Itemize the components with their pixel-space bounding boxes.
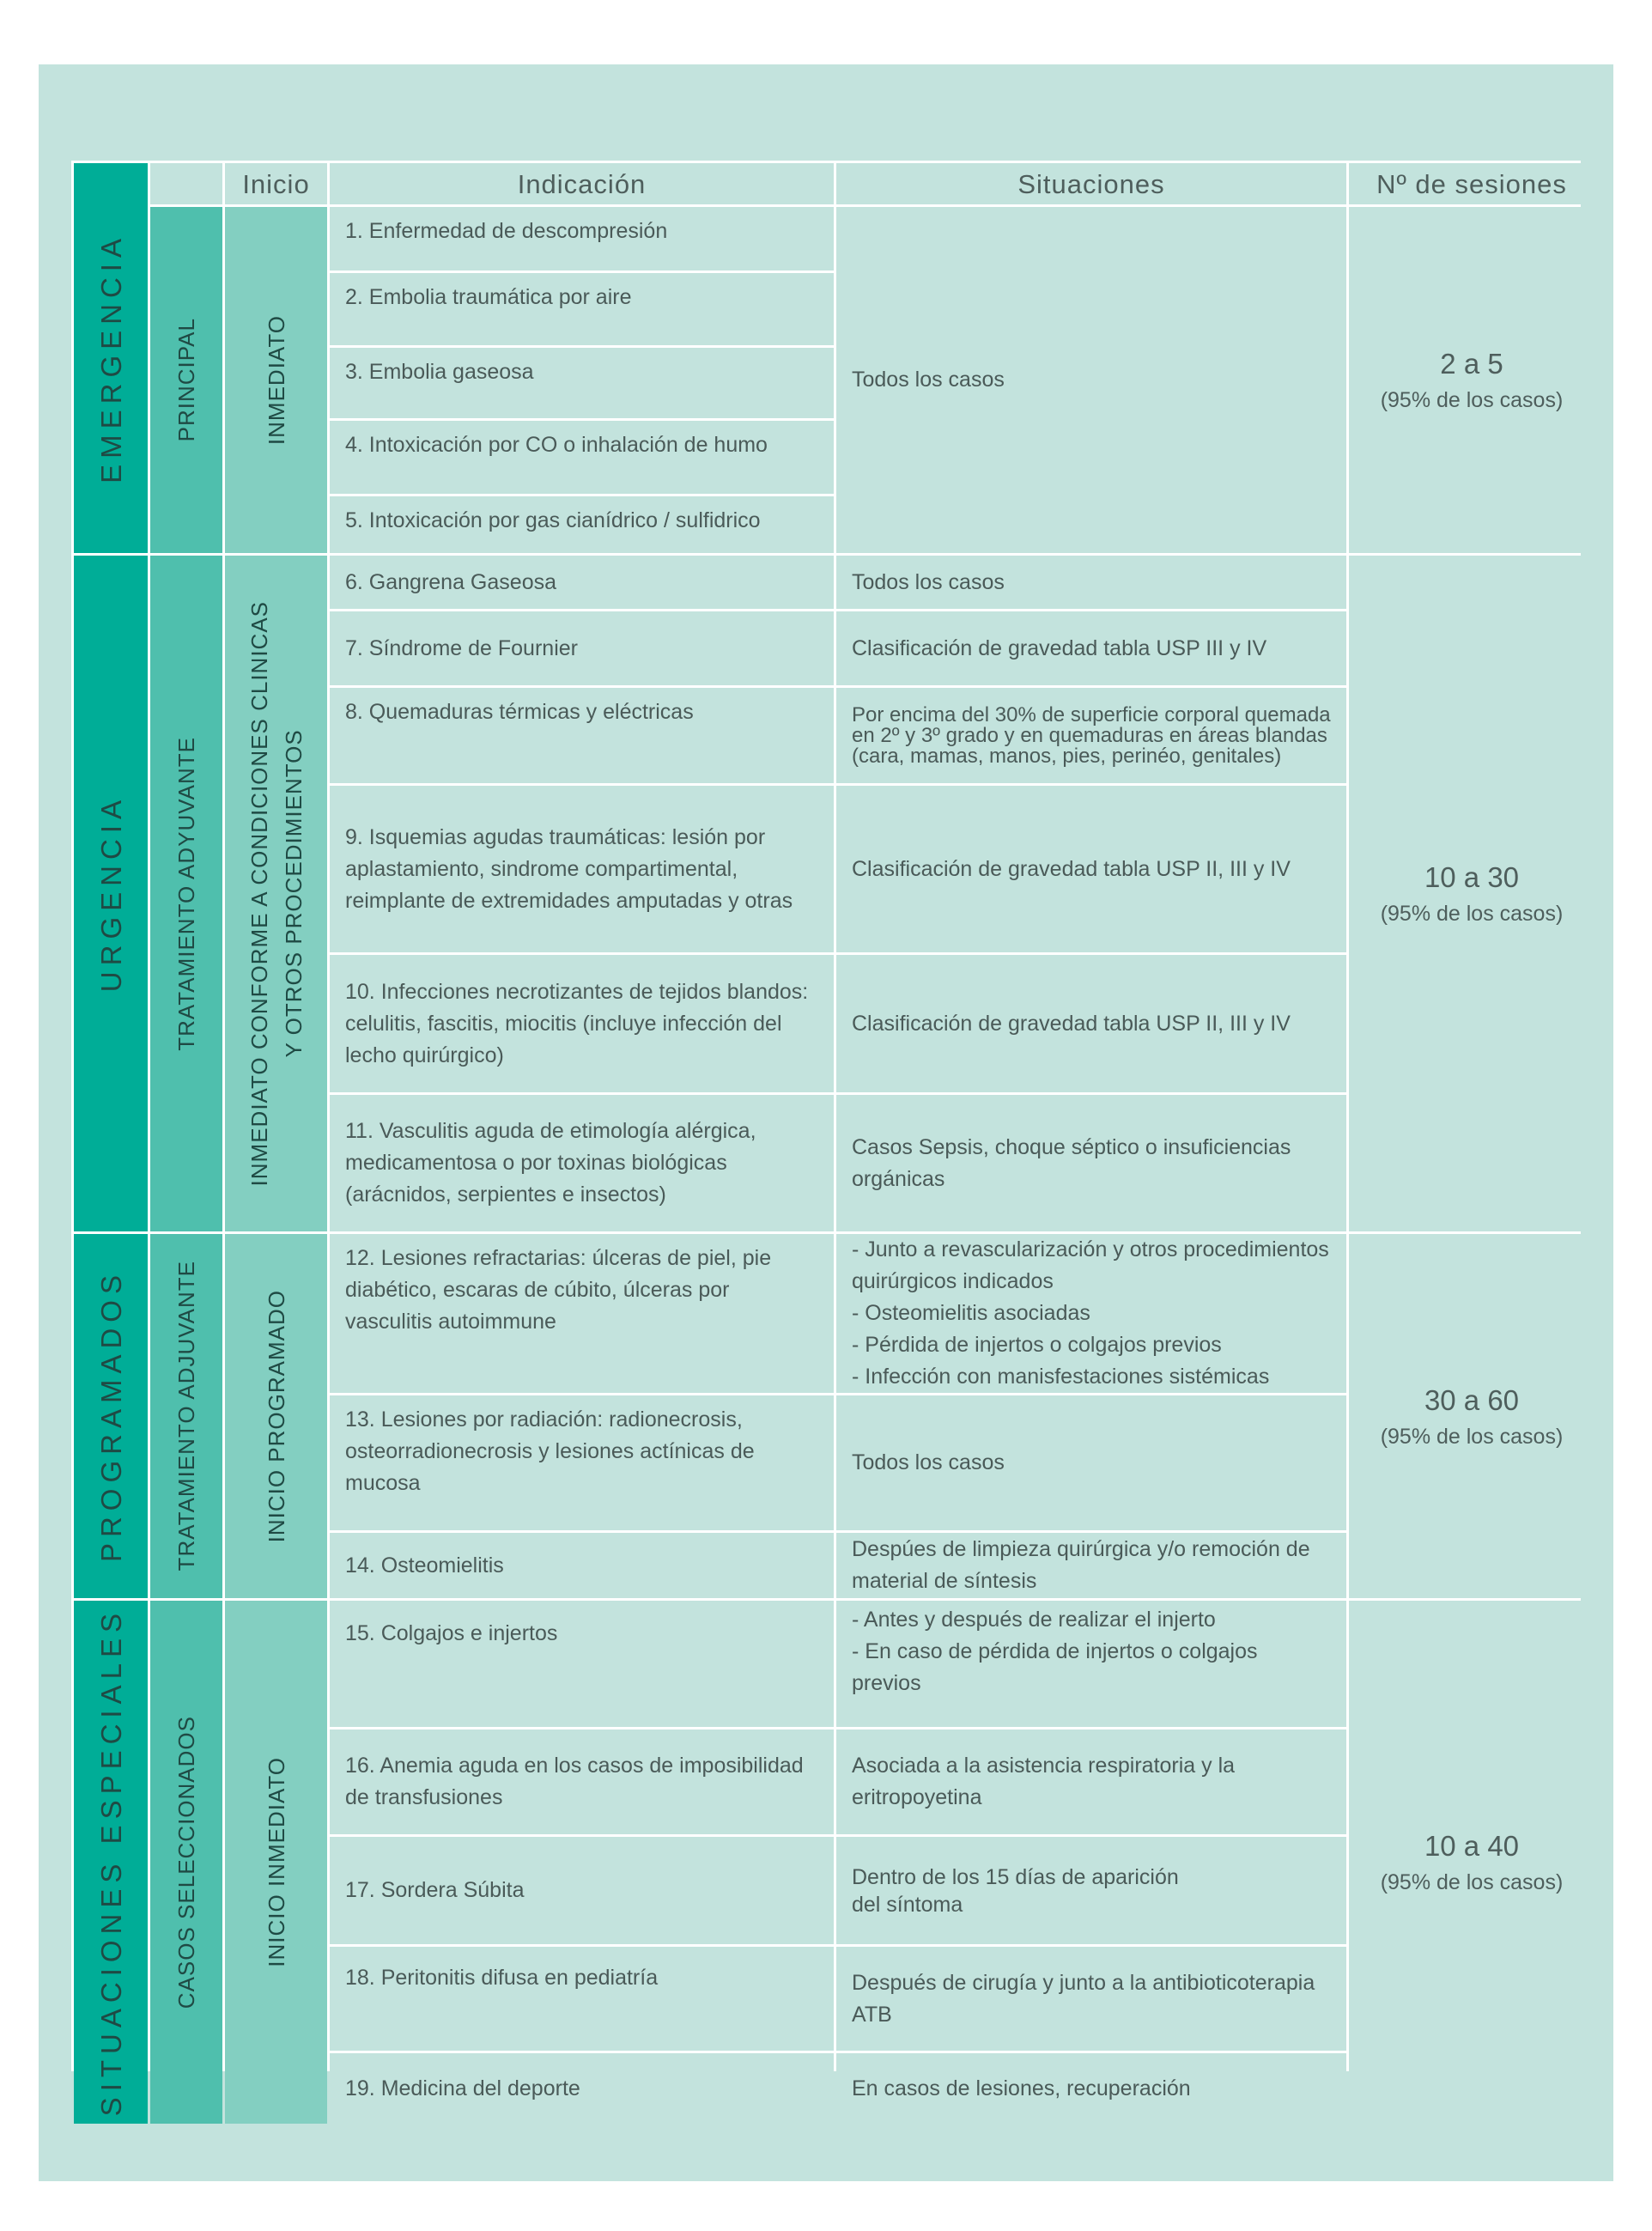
situation-line: - Osteomielitis asociadas: [852, 1301, 1090, 1325]
type-tratamiento-adyuvante: [150, 556, 222, 1231]
sessions-emergencia: [1349, 207, 1594, 553]
situation-line: Dentro de los 15 días de aparición: [852, 1864, 1179, 1889]
start-label-line2: Y OTROS PROCEDIMIENTOS: [280, 729, 307, 1058]
situation-19: En casos de lesiones, recuperación: [836, 2053, 1346, 2124]
situation-line: del síntoma: [852, 1892, 963, 1917]
category-label: PROGRAMADOS: [94, 1269, 127, 1563]
situation-15: [836, 1601, 1346, 1727]
category-label: URGENCIA: [94, 794, 127, 993]
header-sesiones: Nº de sesiones: [1349, 163, 1594, 204]
start-inicio-inmediato: [225, 1601, 327, 2124]
situation-line: - En caso de pérdida de injertos o colgajos previos: [852, 1639, 1258, 1695]
indication-6: 6. Gangrena Gaseosa: [330, 556, 834, 609]
situation-line: - Antes y después de realizar el injerto: [852, 1608, 1216, 1632]
indication-16: 16. Anemia aguda en los casos de imposibilidad de transfusiones: [330, 1729, 834, 1834]
situation-line: - Infección con manisfestaciones sistémicas: [852, 1365, 1270, 1389]
situation-line: - Junto a revascularización y otros procedimientos quirúrgicos indicados: [852, 1237, 1329, 1293]
indication-12: 12. Lesiones refractarias: úlceras de piel, pie diabético, escaras de cúbito, úlceras por vasculitis autoimmune: [330, 1234, 834, 1393]
indication-8: 8. Quemaduras térmicas y eléctricas: [330, 688, 834, 783]
start-label: INICIO PROGRAMADO: [263, 1289, 289, 1543]
category-programados: [74, 1234, 148, 1598]
sessions-programados: [1349, 1234, 1594, 1598]
header-indicacion: Indicación: [330, 163, 834, 204]
category-emergencia: [74, 163, 148, 553]
sessions-value: 10 a 40: [1424, 1830, 1520, 1862]
indication-5: 5. Intoxicación por gas cianídrico / sulfidrico: [330, 496, 834, 553]
header-inicio: Inicio: [225, 163, 327, 204]
situation-16: Asociada a la asistencia respiratoria y la eritropoyetina: [836, 1729, 1346, 1834]
situation-7: Clasificación de gravedad tabla USP III y IV: [836, 611, 1346, 685]
start-label: [242, 601, 311, 1186]
indication-19: 19. Medicina del deporte: [330, 2053, 834, 2124]
sessions-note: (95% de los casos): [1380, 1424, 1564, 1449]
situation-6: Todos los casos: [836, 556, 1346, 609]
type-label: PRINCIPAL: [173, 318, 199, 442]
type-principal: [150, 207, 222, 553]
category-urgencia: [74, 556, 148, 1231]
header-situaciones: Situaciones: [836, 163, 1346, 204]
indication-2: 2. Embolia traumática por aire: [330, 273, 834, 345]
indication-10: 10. Infecciones necrotizantes de tejidos blandos: celulitis, fascitis, miocitis (incluye infección del lecho quirúrgico): [330, 955, 834, 1092]
type-casos-seleccionados: [150, 1601, 222, 2124]
start-inmediato: [225, 207, 327, 553]
start-inmediato-condiciones: [225, 556, 327, 1231]
situation-1-5: Todos los casos: [836, 207, 1346, 553]
type-label: TRATAMIENTO ADYUVANTE: [173, 736, 199, 1051]
situation-14: Despúes de limpieza quirúrgica y/o remoción de material de síntesis: [836, 1533, 1346, 1598]
situation-13: Todos los casos: [836, 1395, 1346, 1530]
sessions-value: 30 a 60: [1424, 1383, 1520, 1416]
sessions-note: (95% de los casos): [1380, 388, 1564, 412]
situation-10: Clasificación de gravedad tabla USP II, III y IV: [836, 955, 1346, 1092]
indication-15: 15. Colgajos e injertos: [330, 1601, 834, 1727]
situation-12: [836, 1234, 1346, 1393]
category-label: SITUACIONES ESPECIALES: [94, 1608, 127, 2117]
indication-18: 18. Peritonitis difusa en pediatría: [330, 1947, 834, 2051]
type-tratamiento-adjuvante: [150, 1234, 222, 1598]
sessions-urgencia: [1349, 556, 1594, 1231]
indication-17: 17. Sordera Súbita: [330, 1837, 834, 1944]
sessions-note: (95% de los casos): [1380, 1870, 1564, 1894]
indication-1: 1. Enfermedad de descompresión: [330, 207, 834, 271]
indication-13: 13. Lesiones por radiación: radionecrosis, osteorradionecrosis y lesiones actínicas de mucosa: [330, 1395, 834, 1530]
type-label: CASOS SELECCIONADOS: [173, 1715, 199, 2009]
sessions-note: (95% de los casos): [1380, 902, 1564, 926]
type-label: TRATAMIENTO ADJUVANTE: [173, 1261, 199, 1571]
situation-line: - Pérdida de injertos o colgajos previos: [852, 1333, 1222, 1357]
sessions-value: 10 a 30: [1424, 861, 1520, 893]
start-inicio-programado: [225, 1234, 327, 1598]
indication-14: 14. Osteomielitis: [330, 1533, 834, 1598]
start-label-line1: INMEDIATO CONFORME A CONDICIONES CLINICAS: [246, 600, 272, 1187]
start-label: INMEDIATO: [263, 314, 289, 446]
sessions-value: 2 a 5: [1440, 348, 1503, 380]
indication-3: 3. Embolia gaseosa: [330, 348, 834, 418]
start-label: INICIO INMEDIATO: [263, 1757, 289, 1967]
situation-17: [836, 1837, 1346, 1944]
indications-table: [71, 161, 1581, 2117]
category-label: EMERGENCIA: [94, 233, 127, 483]
situation-11: Casos Sepsis, choque séptico o insuficiencias orgánicas: [836, 1095, 1346, 1231]
indication-4: 4. Intoxicación por CO o inhalación de humo: [330, 421, 834, 494]
situation-8: Por encima del 30% de superficie corporal quemada en 2º y 3º grado y en quemaduras en áreas blandas (cara, mamas, manos, pies, perinéo, genitales): [836, 688, 1346, 783]
indication-9: 9. Isquemias agudas traumáticas: lesión por aplastamiento, sindrome compartimental, reimplante de extremidades amputadas y otras: [330, 786, 834, 952]
situation-9: Clasificación de gravedad tabla USP II, III y IV: [836, 786, 1346, 952]
header-blank-2: [150, 163, 222, 204]
indication-11: 11. Vasculitis aguda de etimología alérgica, medicamentosa o por toxinas biológicas (arácnidos, serpientes e insectos): [330, 1095, 834, 1231]
indication-7: 7. Síndrome de Fournier: [330, 611, 834, 685]
category-situaciones-especiales: [74, 1601, 148, 2124]
sessions-especiales: [1349, 1601, 1594, 2124]
situation-18: Después de cirugía y junto a la antibioticoterapia ATB: [836, 1947, 1346, 2051]
